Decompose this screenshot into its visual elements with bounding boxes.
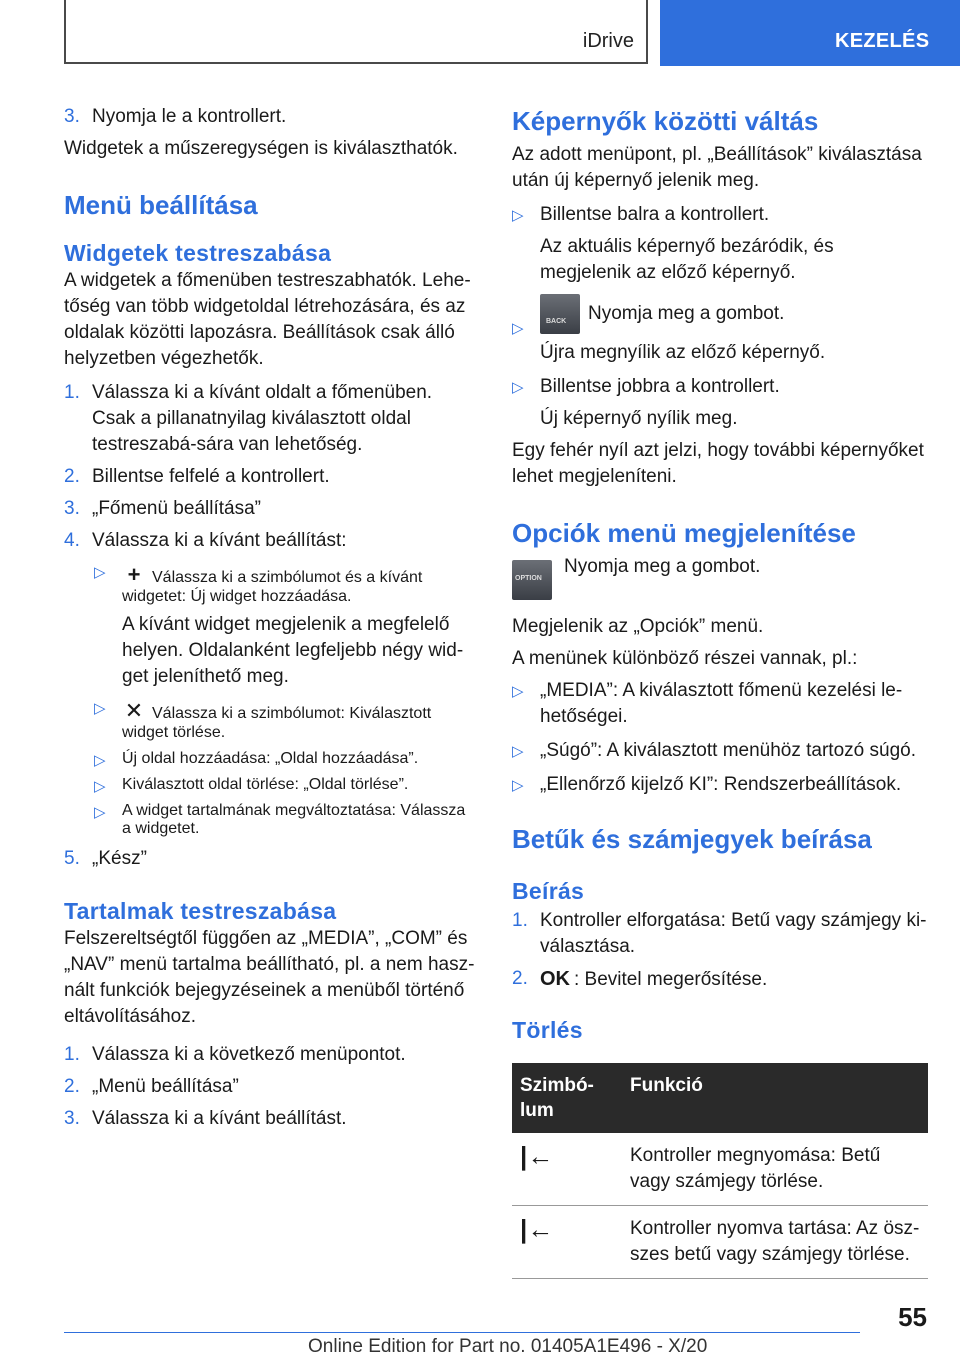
plus-icon: + — [127, 562, 141, 587]
ok-icon: OK — [540, 968, 570, 990]
paragraph: Widgetek a műszeregységen is kiválaszthatók. — [64, 138, 458, 159]
sub-list-item — [64, 698, 478, 742]
table-header-symbol: Szimbó‐lum — [512, 1063, 622, 1133]
bullet-triangle-icon: ▷ — [512, 743, 524, 760]
page-number: 55 — [898, 1302, 927, 1332]
item-text: Válassza ki a szimbólumot: Kiválasztott widget törlése. — [122, 705, 432, 741]
heading-content-customize: Tartalmak testreszabása — [64, 898, 337, 924]
heading-options-menu: Opciók menü megjelenítése — [512, 518, 856, 548]
delete-table — [512, 1063, 928, 1279]
heading-letters-numbers: Betűk és számjegyek beírása — [512, 824, 872, 854]
item-text: „MEDIA”: A kiválasztott főmenü kezelési le‐hetőségei. — [540, 680, 903, 727]
back-button-icon — [540, 294, 580, 334]
list-item — [64, 464, 478, 490]
item-number: 2. — [64, 1076, 80, 1097]
paragraph: Felszereltségtől függően az „MEDIA”, „COM” és „NAV” menü tartalma beállítható, pl. a nem hasz‐nált funkciók bejegyzéseinek a menüből történő eltávolításához. — [64, 928, 475, 1027]
item-text: „Főmenü beállítása” — [92, 498, 261, 519]
item-text: „Ellenőrző kijelző KI”: Rendszerbeállítások. — [540, 774, 902, 795]
paragraph: A widgetek a főmenüben testreszabhatók. Lehe‐tőség van több widgetoldal létrehozására, és az oldalak közötti lapozásra. Beállítások csak álló helyzetben végezhetők. — [64, 270, 471, 369]
item-text: Válassza ki a következő menüpontot. — [92, 1044, 406, 1065]
table-cell-icon — [512, 1206, 622, 1279]
paragraph: Újra megnyílik az előző képernyő. — [540, 342, 826, 363]
bullet-triangle-icon: ▷ — [512, 777, 524, 794]
paragraph: A menünek különböző részei vannak, pl.: — [512, 648, 858, 669]
list-item — [64, 496, 478, 522]
option-button-row — [512, 556, 928, 606]
list-item — [512, 966, 928, 993]
item-text: Nyomja meg a gombot. — [588, 303, 785, 325]
paragraph: Az aktuális képernyő bezáródik, és megjelenik az előző képernyő. — [540, 236, 834, 283]
option-button-label: OPTION — [515, 575, 542, 582]
backspace-arrow-icon: |← — [520, 1214, 554, 1244]
paragraph: A kívánt widget megjelenik a megfelelő helyen. Oldalanként legfeljebb négy wid‐get jeleníthető meg. — [122, 614, 464, 687]
x-icon: ✕ — [124, 698, 144, 723]
list-item — [512, 374, 928, 400]
table-header-row — [512, 1063, 928, 1133]
paragraph: Az adott menüpont, pl. „Beállítások” kiválasztása után új képernyő jelenik meg. — [512, 144, 922, 191]
item-text: Billentse balra a kontrollert. — [540, 204, 770, 225]
item-text: „Kész” — [92, 848, 147, 869]
list-item — [64, 846, 478, 872]
sub-list-item — [64, 750, 478, 768]
list-item — [64, 380, 478, 458]
item-text: Új oldal hozzáadása: „Oldal hozzáadása”. — [122, 750, 419, 767]
paragraph: Egy fehér nyíl azt jelzi, hogy további képernyőket lehet megjeleníteni. — [512, 440, 924, 487]
item-text: Billentse felfelé a kontrollert. — [92, 466, 330, 487]
sub-list-item — [64, 776, 478, 794]
list-item — [512, 772, 928, 798]
section-title: iDrive — [582, 30, 634, 52]
item-text: Válassza ki a kívánt beállítást: — [92, 530, 347, 551]
bullet-triangle-icon: ▷ — [94, 778, 106, 795]
table-row — [512, 1206, 928, 1279]
sub-list-item — [64, 562, 478, 606]
list-item — [64, 1106, 478, 1132]
item-number: 3. — [64, 1108, 80, 1129]
bullet-triangle-icon: ▷ — [94, 700, 106, 717]
bullet-triangle-icon: ▷ — [94, 564, 106, 581]
item-number: 3. — [64, 498, 80, 519]
item-number: 1. — [64, 382, 80, 403]
list-item — [64, 104, 478, 130]
item-number: 4. — [64, 530, 80, 551]
item-text: Nyomja le a kontrollert. — [92, 106, 287, 127]
bullet-triangle-icon: ▷ — [512, 320, 524, 337]
heading-menu-settings: Menü beállítása — [64, 190, 258, 220]
heading-widget-customize: Widgetek testreszabása — [64, 240, 332, 266]
table-cell-icon — [512, 1133, 622, 1206]
paragraph: Megjelenik az „Opciók” menü. — [512, 616, 764, 637]
heading-delete: Törlés — [512, 1017, 583, 1043]
paragraph: Új képernyő nyílik meg. — [540, 408, 738, 429]
list-item — [64, 528, 478, 554]
bullet-triangle-icon: ▷ — [94, 752, 106, 769]
item-text: : Bevitel megerősítése. — [574, 969, 768, 990]
list-item — [512, 294, 928, 337]
list-item — [512, 908, 928, 960]
item-text: „Menü beállítása” — [92, 1076, 239, 1097]
left-column — [64, 104, 478, 1132]
item-text: Kontroller elforgatása: Betű vagy számjegy ki‐választása. — [540, 910, 927, 957]
footer-edition: Online Edition for Part no. 01405A1E496 - X/20 — [308, 1336, 708, 1357]
footer-divider — [64, 1332, 860, 1333]
item-text: Billentse jobbra a kontrollert. — [540, 376, 780, 397]
list-item — [64, 1042, 478, 1068]
item-number: 3. — [64, 106, 80, 127]
heading-entry: Beírás — [512, 878, 585, 904]
item-text: A widget tartalmának megváltoztatása: Válassza a widgetet. — [122, 802, 466, 837]
backspace-arrow-icon: |← — [520, 1141, 554, 1171]
list-item — [64, 1074, 478, 1100]
list-item — [512, 202, 928, 228]
list-item — [512, 678, 928, 730]
chapter-tab: KEZELÉS — [660, 0, 960, 66]
item-text: „Súgó”: A kiválasztott menühöz tartozó súgó. — [540, 740, 916, 761]
table-header-function: Funkció — [622, 1063, 928, 1133]
table-cell-text: Kontroller nyomva tartása: Az ösz‐szes betű vagy számjegy törlése. — [622, 1206, 928, 1279]
item-text: Kiválasztott oldal törlése: „Oldal törlése”. — [122, 776, 409, 793]
item-number: 1. — [64, 1044, 80, 1065]
item-text: Válassza ki a kívánt beállítást. — [92, 1108, 347, 1129]
item-text: Nyomja meg a gombot. — [564, 556, 761, 577]
bullet-triangle-icon: ▷ — [512, 379, 524, 396]
header-frame — [64, 0, 648, 64]
item-text: Válassza ki a kívánt oldalt a főmenüben. Csak a pillanatnyilag kiválasztott oldal testreszabá‐sára van lehetőség. — [92, 382, 433, 455]
table-row — [512, 1133, 928, 1206]
bullet-triangle-icon: ▷ — [512, 683, 524, 700]
back-button-label: BACK — [546, 318, 567, 325]
list-item — [512, 738, 928, 764]
bullet-triangle-icon: ▷ — [512, 207, 524, 224]
item-number: 1. — [512, 910, 528, 931]
right-column — [512, 104, 928, 1279]
heading-screen-switch: Képernyők közötti váltás — [512, 106, 819, 136]
item-number: 2. — [64, 466, 80, 487]
item-number: 2. — [512, 968, 528, 989]
bullet-triangle-icon: ▷ — [94, 804, 106, 821]
sub-list-item — [64, 802, 478, 838]
item-text: Válassza ki a szimbólumot és a kívánt widgetet: Új widget hozzáadása. — [122, 569, 423, 605]
table-cell-text: Kontroller megnyomása: Betű vagy számjegy törlése. — [622, 1133, 928, 1206]
option-button-icon — [512, 560, 552, 600]
item-number: 5. — [64, 848, 80, 869]
